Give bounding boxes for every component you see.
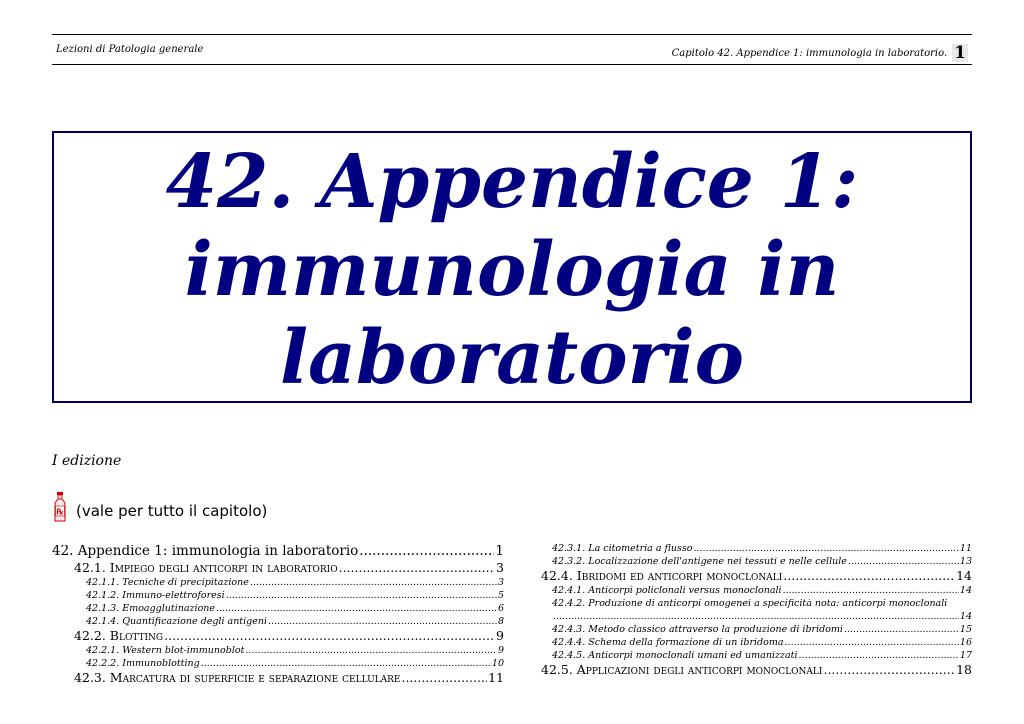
toc-entry[interactable]: 42.3.1. La citometria a flusso ..... 11 bbox=[541, 544, 972, 557]
toc-entry[interactable]: 42.3.2. Localizzazione dell'antigene nei tessuti e nelle cellule ..... 13 bbox=[541, 557, 972, 570]
toc-entry[interactable]: 42.5. Applicazioni degli anticorpi monoclonali ..... 18 bbox=[541, 664, 972, 680]
toc-entry[interactable]: 42.4.1. Anticorpi policlonali versus monoclonali ..... 14 bbox=[541, 586, 972, 599]
toc-entry[interactable]: 42.3. Marcatura di superficie e separazione cellulare ..... 11 bbox=[52, 672, 504, 688]
toc-entry[interactable]: 42.4. Ibridomi ed anticorpi monoclonali ..... 14 bbox=[541, 570, 972, 586]
toc-left-column bbox=[52, 545, 504, 688]
toc-entry[interactable]: 42.2.2. Immunoblotting ..... 10 bbox=[52, 659, 504, 672]
toc-entry-continuation[interactable]: ..... 14 bbox=[541, 612, 972, 625]
toc-entry[interactable]: 42.1.4. Quantificazione degli antigeni ..... 8 bbox=[52, 617, 504, 630]
toc-entry[interactable]: 42.1.2. Immuno-elettroforesi ..... 5 bbox=[52, 591, 504, 604]
chapter-title-line-2: immunologia in bbox=[184, 227, 840, 313]
header-chapter bbox=[672, 44, 968, 62]
chapter-title bbox=[166, 138, 859, 402]
toc-entry[interactable]: 42.4.4. Schema della formazione di un ibridoma ..... 16 bbox=[541, 638, 972, 651]
rx-note bbox=[52, 492, 267, 522]
toc-entry[interactable]: 42. Appendice 1: immunologia in laboratorio ..... 1 bbox=[52, 545, 504, 562]
svg-text:℞: ℞ bbox=[56, 506, 64, 517]
chapter-title-line-3: laboratorio bbox=[279, 315, 745, 401]
page-header bbox=[52, 34, 972, 65]
toc-right-column bbox=[541, 544, 972, 680]
header-chapter-title: Capitolo 42. Appendice 1: immunologia in laboratorio. bbox=[671, 47, 948, 59]
toc-entry[interactable]: 42.2. Blotting ..... 9 bbox=[52, 630, 504, 646]
toc-entry[interactable]: 42.1.1. Tecniche di precipitazione ..... 3 bbox=[52, 578, 504, 591]
toc-entry[interactable]: 42.1.3. Emoagglutinazione ..... 6 bbox=[52, 604, 504, 617]
prescription-bottle-icon bbox=[52, 492, 68, 522]
chapter-title-line-1: 42. Appendice 1: bbox=[165, 139, 859, 225]
toc-entry[interactable]: 42.1. Impiego degli anticorpi in laboratorio ..... 3 bbox=[52, 562, 504, 578]
rx-note-text: (vale per tutto il capitolo) bbox=[76, 502, 268, 520]
edition-label: I edizione bbox=[52, 453, 122, 469]
toc-entry[interactable]: 42.4.3. Metodo classico attraverso la produzione di ibridomi ..... 15 bbox=[541, 625, 972, 638]
toc-entry[interactable]: 42.2.1. Western blot-immunoblot ..... 9 bbox=[52, 646, 504, 659]
chapter-title-box bbox=[52, 131, 972, 403]
toc-entry-wrapped[interactable]: 42.4.2. Produzione di anticorpi omogenei a specificità nota: anticorpi monoclonali bbox=[552, 599, 948, 609]
toc-entry[interactable]: 42.4.5. Anticorpi monoclonali umani ed umanizzati ..... 17 bbox=[541, 651, 972, 664]
header-book-title: Lezioni di Patologia generale bbox=[56, 44, 204, 55]
page-number: 1 bbox=[954, 43, 966, 63]
